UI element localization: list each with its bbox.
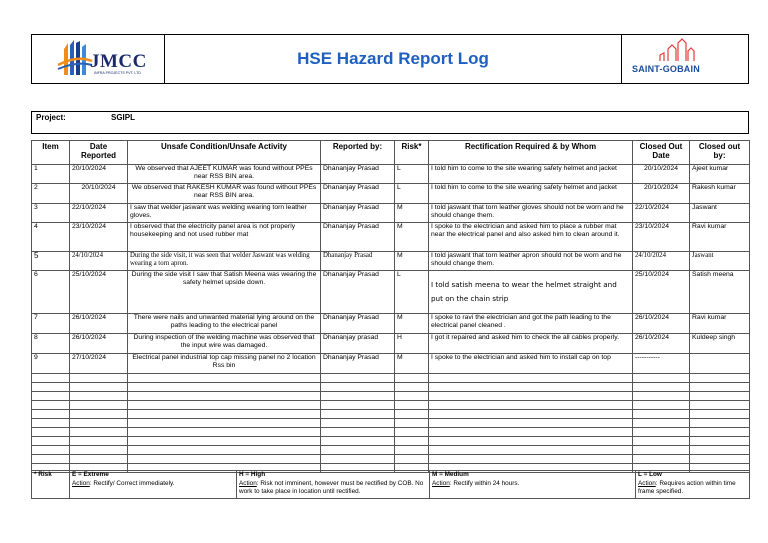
cell-item: 8	[32, 334, 70, 354]
cell-closed-date: 26/10/2024	[633, 314, 690, 334]
cell-reported-by: Dhananjay Prasad	[321, 223, 395, 252]
col-date: Date Reported	[70, 141, 128, 165]
cell-closed-by: Jaswant	[690, 204, 750, 223]
legend-medium	[430, 471, 636, 499]
cell-item: 5	[32, 252, 70, 271]
project-value: SGIPL	[111, 113, 136, 122]
saint-gobain-logo	[621, 35, 748, 83]
cell-closed-by: Ravi kumar	[690, 223, 750, 252]
legend-low-title: L = Low	[638, 471, 662, 478]
col-condition: Unsafe Condition/Unsafe Activity	[128, 141, 321, 165]
risk-legend	[31, 470, 750, 499]
cell-rectification: I spoke to the electrician and asked him to install cap on top	[429, 354, 633, 374]
empty-row	[32, 374, 750, 383]
cell-date: 23/10/2024	[70, 223, 128, 252]
cell-closed-by: Ravi kumar	[690, 314, 750, 334]
col-closed-date: Closed Out Date	[633, 141, 690, 165]
cell-risk: M	[395, 354, 429, 374]
cell-risk: L	[395, 165, 429, 184]
cell-rectification: I got it repaired and asked him to check the all cables properly.	[429, 334, 633, 354]
project-bar	[31, 111, 749, 134]
cell-date: 20/10/2024	[70, 165, 128, 184]
col-item: Item	[32, 141, 70, 165]
table-row	[32, 314, 750, 334]
cell-closed-by: Ajeet kumar	[690, 165, 750, 184]
empty-row	[32, 419, 750, 428]
cell-closed-date: 20/10/2024	[633, 165, 690, 184]
cell-item: 1	[32, 165, 70, 184]
cell-closed-date: -----------	[633, 354, 690, 374]
table-row	[32, 334, 750, 354]
cell-date: 24/10/2024	[70, 252, 128, 271]
table-row	[32, 165, 750, 184]
cell-item: 7	[32, 314, 70, 334]
cell-closed-date: 23/10/2024	[633, 223, 690, 252]
legend-high	[237, 471, 430, 499]
page-title: HSE Hazard Report Log	[297, 49, 489, 68]
cell-closed-date: 25/10/2024	[633, 271, 690, 314]
cell-rectification	[429, 271, 633, 314]
cell-reported-by: Dhananjay Prasad	[321, 271, 395, 314]
empty-row	[32, 455, 750, 464]
cell-risk: M	[395, 204, 429, 223]
cell-date: 26/10/2024	[70, 314, 128, 334]
report-header	[31, 34, 749, 84]
cell-item: 9	[32, 354, 70, 374]
cell-date: 26/10/2024	[70, 334, 128, 354]
cell-item: 4	[32, 223, 70, 252]
legend-high-title: H = High	[239, 471, 266, 478]
legend-medium-action: : Rectify within 24 hours.	[449, 479, 520, 487]
saint-gobain-wordmark: SAINT-GOBAIN	[632, 64, 700, 74]
cell-closed-date: 26/10/2024	[633, 334, 690, 354]
table-row	[32, 252, 750, 271]
cell-condition: During inspection of the welding machine was observed that the input wire was damaged.	[128, 334, 321, 354]
legend-medium-title: M = Medium	[432, 471, 469, 478]
table-row	[32, 184, 750, 204]
legend-extreme-action: : Rectify/ Correct immediately.	[89, 479, 175, 487]
cell-closed-by	[690, 354, 750, 374]
legend-low-action-label: Action	[638, 479, 656, 487]
cell-condition: During the side visit I saw that Satish Meena was wearing the safety helmet upside down.	[128, 271, 321, 314]
cell-condition: During the side visit, it was seen that welder Jaswant was welding wearing a torn apron.	[128, 252, 321, 271]
empty-row	[32, 446, 750, 455]
cell-closed-by: Kuldeep singh	[690, 334, 750, 354]
cell-rectification-text: I told satish meena to wear the helmet straight and put on the chain strip	[431, 280, 617, 303]
cell-condition: We observed that AJEET KUMAR was found without PPEs near RSS BIN area.	[128, 165, 321, 184]
cell-reported-by: Dhananjay Prasad	[321, 204, 395, 223]
jmcc-wordmark: JMCC	[90, 51, 147, 72]
legend-medium-action-label: Action	[432, 479, 450, 487]
legend-extreme	[70, 471, 237, 499]
table-row	[32, 271, 750, 314]
cell-risk: M	[395, 223, 429, 252]
cell-date: 25/10/2024	[70, 271, 128, 314]
cell-reported-by: Dhananjay Prasad	[321, 184, 395, 204]
saint-gobain-building-icon	[622, 35, 748, 83]
cell-condition: We observed that RAKESH KUMAR was found without PPEs near RSS BIN area.	[128, 184, 321, 204]
cell-date: 22/10/2024	[70, 204, 128, 223]
cell-date: 27/10/2024	[70, 354, 128, 374]
jmcc-subtitle: INFRA PROJECTS PVT. LTD	[94, 71, 141, 75]
cell-condition: I observed that the electricity panel area is not properly housekeeping and not used rubber mat	[128, 223, 321, 252]
table-row	[32, 204, 750, 223]
cell-closed-by: Rakesh kumar	[690, 184, 750, 204]
legend-low	[636, 471, 750, 499]
legend-low-action: : Requires action within time frame specified.	[638, 479, 736, 496]
table-header-row	[32, 141, 750, 165]
cell-item: 3	[32, 204, 70, 223]
col-reported-by: Reported by:	[321, 141, 395, 165]
cell-risk: M	[395, 314, 429, 334]
cell-risk: H	[395, 334, 429, 354]
project-label: Project:	[36, 113, 66, 122]
cell-closed-date: 22/10/2024	[633, 204, 690, 223]
cell-condition: There were nails and unwanted material lying around on the paths leading to the electrical panel	[128, 314, 321, 334]
cell-rectification: I told him to come to the site wearing safety helmet and jacket	[429, 165, 633, 184]
cell-date: 20/10/2024	[70, 184, 128, 204]
legend-row	[32, 471, 750, 499]
table-row	[32, 223, 750, 252]
cell-reported-by: Dhananjay Prasad	[321, 354, 395, 374]
empty-row	[32, 401, 750, 410]
legend-extreme-title: E = Extreme	[72, 471, 109, 478]
legend-high-action: : Risk not imminent, however must be rectified by COB. No work to take place in location until rectified.	[239, 479, 424, 496]
jmcc-logo	[32, 35, 165, 83]
cell-reported-by: Dhananjay Prasad	[321, 165, 395, 184]
empty-row	[32, 392, 750, 401]
col-rectification: Rectification Required & by Whom	[429, 141, 633, 165]
cell-rectification: I told jaswant that torn leather gloves should not be worn and he should change them.	[429, 204, 633, 223]
col-risk: Risk*	[395, 141, 429, 165]
cell-closed-by: Satish meena	[690, 271, 750, 314]
hazard-log-table	[31, 140, 750, 473]
col-closed-by: Closed out by:	[690, 141, 750, 165]
table-row	[32, 354, 750, 374]
cell-reported-by: Dhananjay Prasad	[321, 314, 395, 334]
cell-rectification: I told jaswant that torn leather apron should not be worn and he should change them.	[429, 252, 633, 271]
cell-rectification: I told him to come to the site wearing safety helmet and jacket	[429, 184, 633, 204]
cell-closed-date: 20/10/2024	[633, 184, 690, 204]
cell-condition: Electrical panel industrial top cap missing panel no 2 location Rss bin	[128, 354, 321, 374]
empty-row	[32, 437, 750, 446]
empty-row	[32, 410, 750, 419]
legend-label: * Risk	[32, 471, 70, 499]
cell-rectification: I spoke to the electrician and asked him to place a rubber mat near the electrical panel and also asked him to clean around it.	[429, 223, 633, 252]
empty-row	[32, 428, 750, 437]
cell-closed-by: Jaswant	[690, 252, 750, 271]
cell-risk: L	[395, 271, 429, 314]
cell-condition: I saw that welder jaswant was welding wearing torn leather gloves.	[128, 204, 321, 223]
cell-risk: L	[395, 184, 429, 204]
empty-row	[32, 383, 750, 392]
legend-extreme-action-label: Action	[72, 479, 90, 487]
cell-item: 6	[32, 271, 70, 314]
cell-closed-date: 24/10/2024	[633, 252, 690, 271]
legend-high-action-label: Action	[239, 479, 257, 487]
cell-rectification: I spoke to ravi the electrician and got the path leading to the electrical panel cleaned .	[429, 314, 633, 334]
cell-risk: M	[395, 252, 429, 271]
cell-reported-by: Dhananjay Prasad	[321, 252, 395, 271]
cell-reported-by: Dhananjay prasad	[321, 334, 395, 354]
cell-item: 2	[32, 184, 70, 204]
